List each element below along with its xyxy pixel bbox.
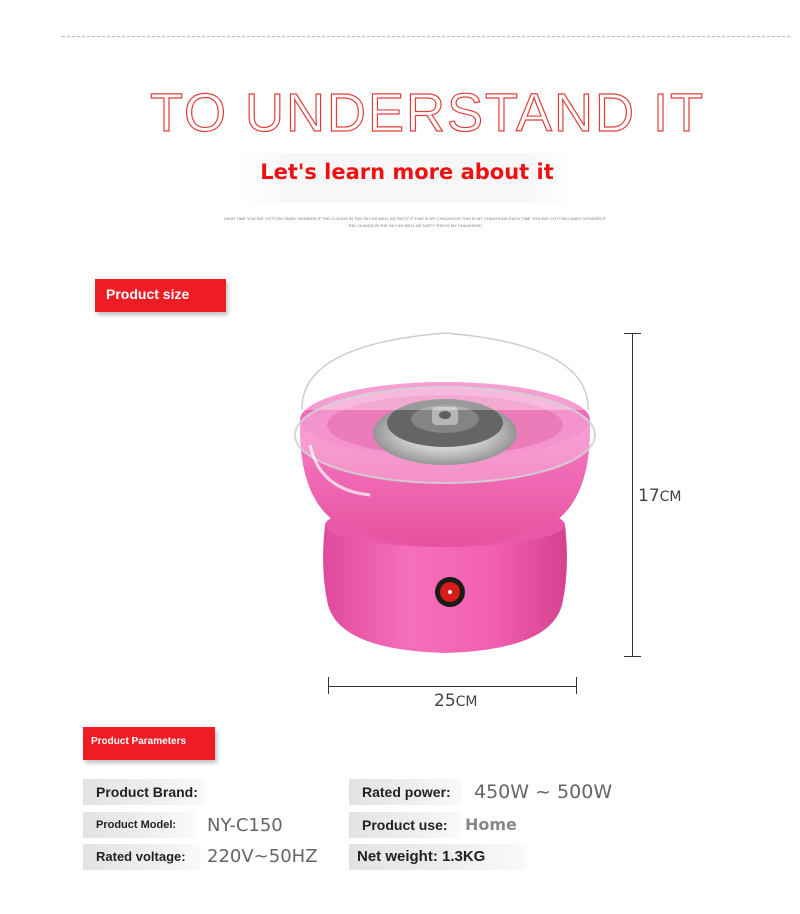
voltage-label: Rated voltage: bbox=[83, 844, 201, 870]
height-dimension-line bbox=[632, 333, 633, 656]
product-size-tag: Product size bbox=[95, 279, 226, 312]
height-dimension-cap-top bbox=[624, 333, 641, 334]
height-value: 17 bbox=[638, 486, 660, 506]
width-value: 25 bbox=[434, 691, 456, 711]
width-unit: CM bbox=[455, 694, 478, 710]
net-weight-label: Net weight: 1.3KG bbox=[349, 844, 527, 870]
cotton-candy-machine-image bbox=[280, 315, 610, 670]
model-value: NY-C150 bbox=[207, 815, 283, 836]
width-dimension-line bbox=[328, 686, 577, 687]
voltage-value: 220V~50HZ bbox=[207, 846, 318, 867]
page-title: TO UNDERSTAND IT bbox=[149, 83, 706, 143]
product-parameters-tag: Product Parameters bbox=[83, 727, 215, 760]
height-dimension-cap-bottom bbox=[624, 656, 641, 657]
width-dimension-cap-right bbox=[576, 677, 577, 694]
width-dimension-cap-left bbox=[328, 677, 329, 694]
width-dimension-label bbox=[434, 691, 478, 711]
tagline-line-2: THE CLOUDS IN THE SKY AS WELL AS TASTY THIS IS MY CHILDHOOD bbox=[347, 223, 483, 228]
brand-label: Product Brand: bbox=[83, 779, 205, 805]
model-label: Product Model: bbox=[83, 812, 195, 838]
top-divider bbox=[62, 36, 790, 37]
height-dimension-label bbox=[638, 486, 682, 506]
height-unit: CM bbox=[659, 489, 682, 505]
tagline-line-1: EACH TIME YOU EAT COTTON CANDY WONDER IF THE CLOUDS IN THE SKY AS WELL AS TASTY IT THIS IS MY CHILDHOOD THIS IS MY CHILDHOOD EACH TIME YOU EAT COTTON CANDY WONDER IF bbox=[224, 216, 606, 221]
power-value: 450W ~ 500W bbox=[474, 781, 613, 803]
subtitle: Let's learn more about it bbox=[260, 160, 554, 184]
power-label: Rated power: bbox=[349, 779, 462, 805]
use-label: Product use: bbox=[349, 812, 461, 838]
use-value: Home bbox=[465, 815, 517, 834]
